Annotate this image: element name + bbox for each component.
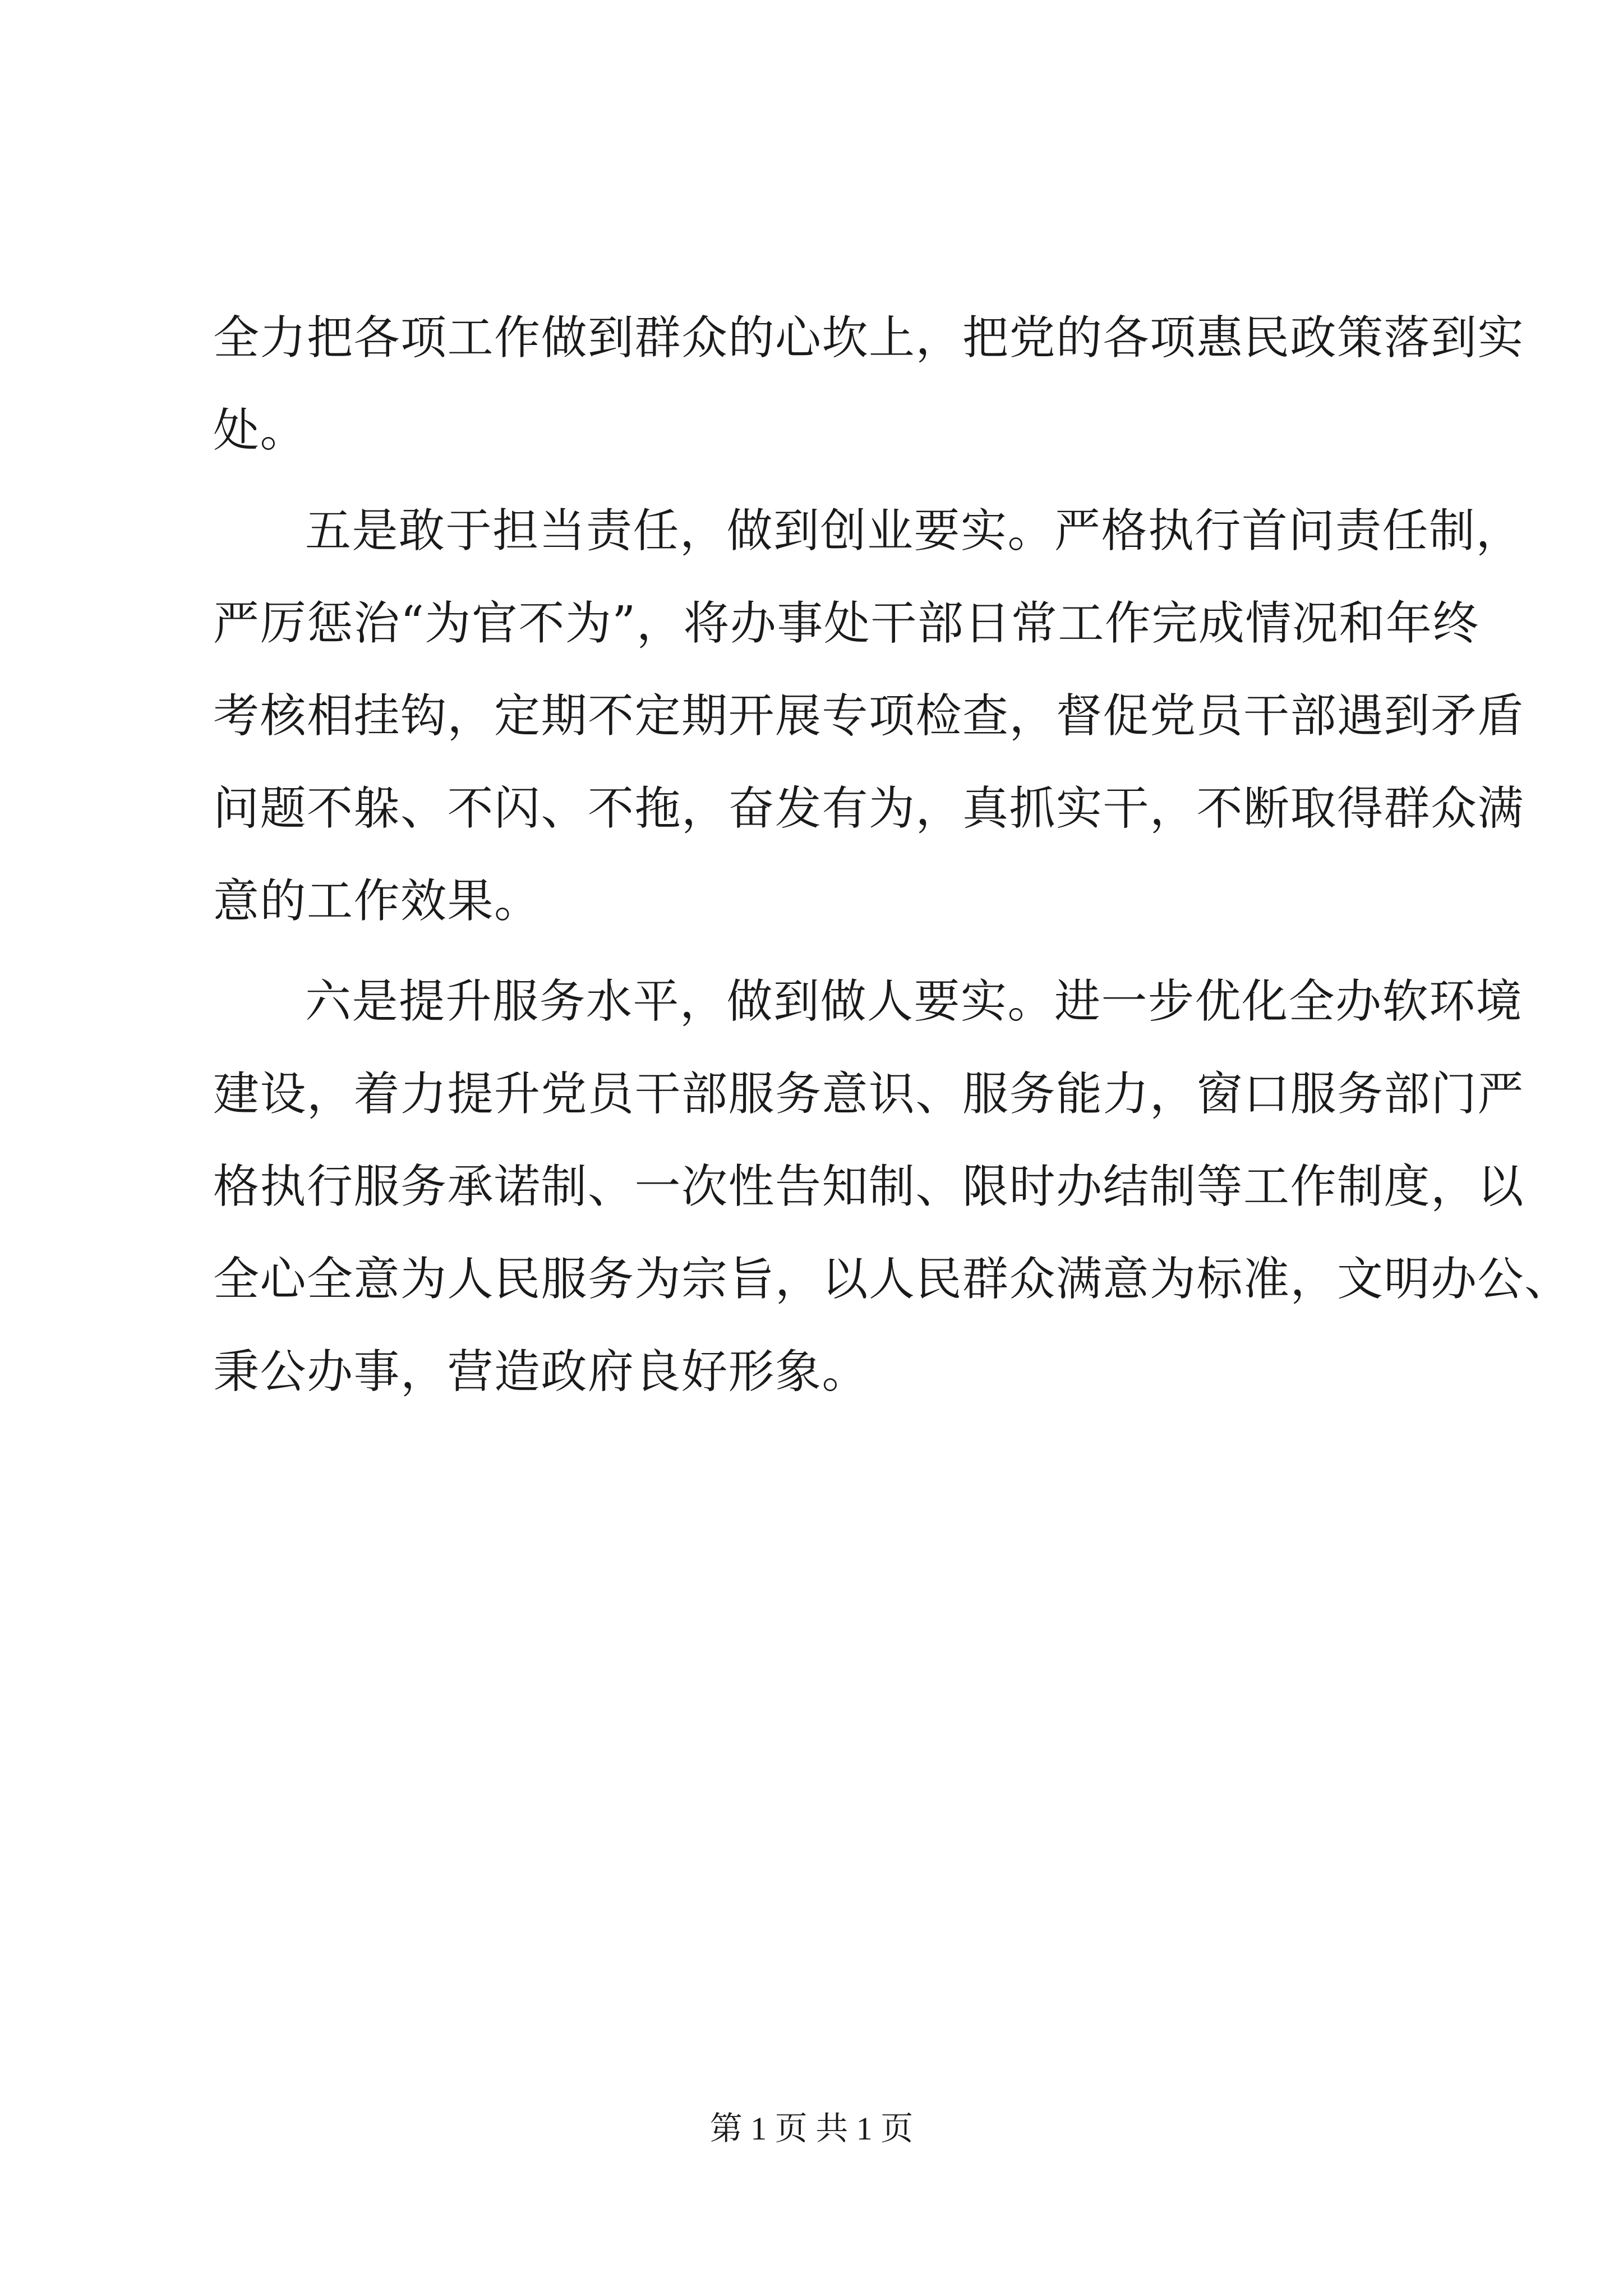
document-body [213,292,1571,1418]
text-line: 考核相挂钩，定期不定期开展专项检查，督促党员干部遇到矛盾 [213,689,1525,743]
text-line: 严厉惩治“为官不为”，将办事处干部日常工作完成情况和年终 [213,597,1479,650]
text-line: 秉公办事，营造政府良好形象。 [213,1345,869,1398]
text-line: 全力把各项工作做到群众的心坎上，把党的各项惠民政策落到实 [213,311,1525,365]
text-line: 五是敢于担当责任，做到创业要实。严格执行首问责任制， [305,504,1523,558]
text-line: 意的工作效果。 [213,875,541,928]
text-line: 全心全意为人民服务为宗旨，以人民群众满意为标准，文明办公、 [213,1253,1571,1306]
page-number-footer: 第 1 页 共 1 页 [709,2110,914,2147]
paragraph [213,955,1571,1418]
text-line: 问题不躲、不闪、不拖，奋发有为，真抓实干，不断取得群众满 [213,782,1525,835]
paragraph [213,485,1525,947]
text-line: 六是提升服务水平，做到做人要实。进一步优化全办软环境 [305,975,1523,1028]
text-line: 格执行服务承诺制、一次性告知制、限时办结制等工作制度，以 [213,1160,1525,1213]
text-line: 处。 [213,404,307,457]
text-line: 建设，着力提升党员干部服务意识、服务能力，窗口服务部门严 [213,1068,1525,1121]
paragraph [213,292,1525,477]
